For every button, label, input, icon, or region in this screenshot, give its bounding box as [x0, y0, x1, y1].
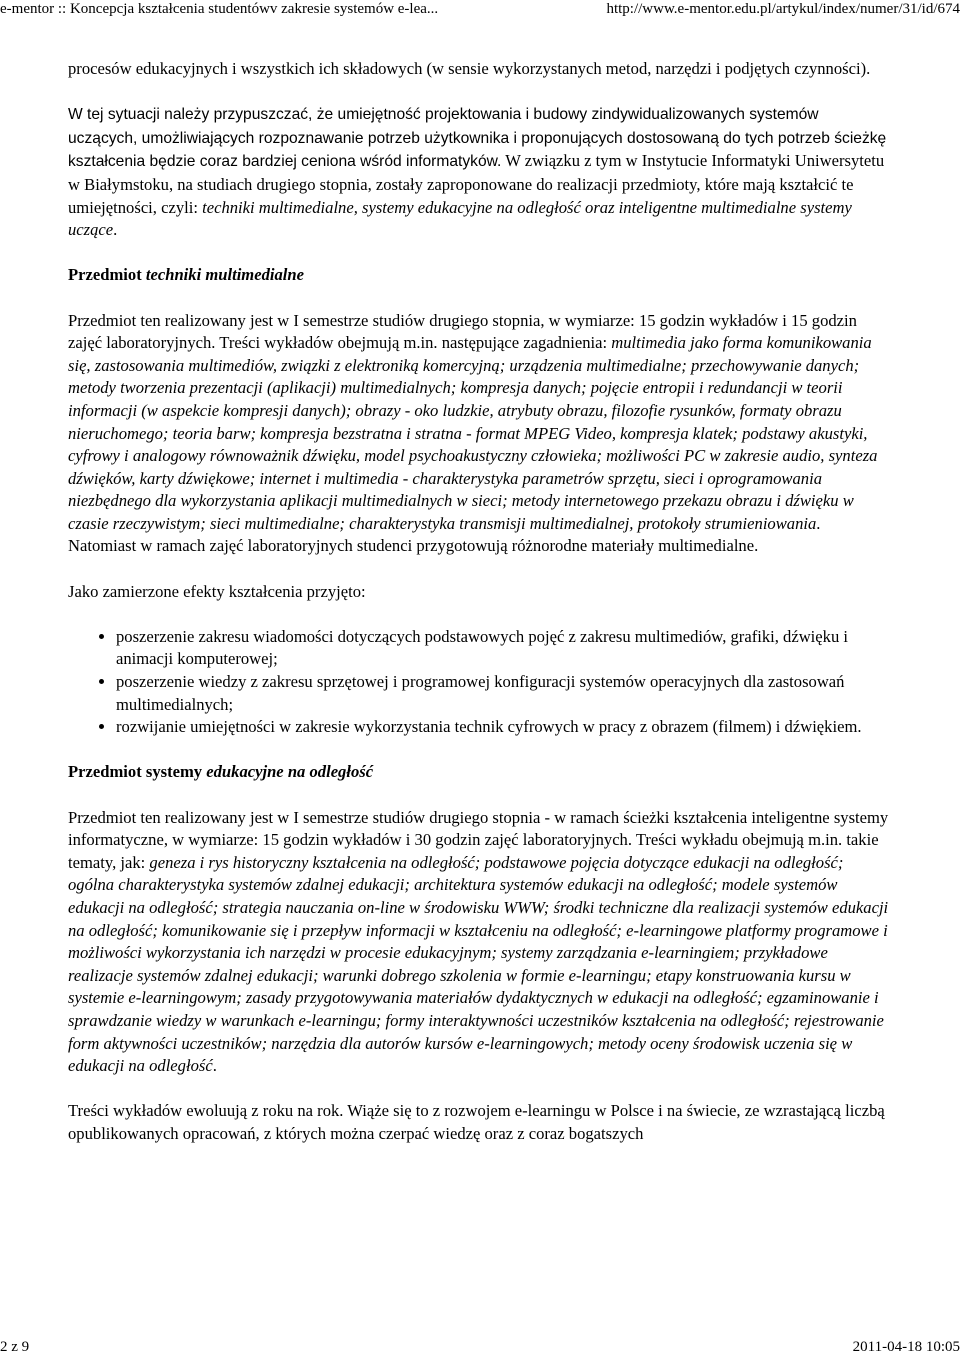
paragraph-distance-learning-a: Przedmiot ten realizowany jest w I semestrze studiów drugiego stopnia - w ramach ścieżki kształcenia inteligentne systemy informatyczne, w wymiarze: 15 godzin wykładów i 30 godzin zajęć laboratoryjnych. Treści wykładu obejmują m.in. takie tematy, jak:	[68, 807, 889, 872]
paragraph-distance-learning-c: .	[212, 1056, 217, 1076]
section-heading-multimedia-b: techniki multimedialne	[145, 265, 304, 285]
paragraph-multimedia-topics: multimedia jako forma komunikowania się, zastosowania multimediów, związki z elektroniką komercyjną; urządzenia multimedialne; przechowywanie danych; metody tworzenia prezentacji (aplikacji) multimedialnych; kompresja danych; pojęcie entropii i redundancji w teorii informacji (w aspekcie kompresji danych); obrazy - oko ludzkie, atrybuty obrazu, filozofie rysunków, formaty obrazu nieruchomego; teoria barw; kompresja bezstratna i stratna - format MPEG Video, kompresja klatek; podstawy akustyki, cyfrowy i analogowy równoważnik dźwięku, model psychoakustyczny człowieka; możliwości PC w zakresie audio, synteza dźwięków, karty dźwiękowe; internet i multimedia - charakterystyka parametrów sprzętu, sieci i oprogramowania niezbędnego dla wykorzystania aplikacji multimedialnych w sieci; metody internetowego przekazu obrazu i dźwięku w czasie rzeczywistym; sieci multimedialne; charakterystyka transmisji multimedialnej, protokoły strumieniowania	[68, 333, 878, 533]
paragraph-evolution: Treści wykładów ewoluują z roku na rok. Wiąże się to z rozwojem e-learningu w Polsce i na świecie, ze wzrastającą liczbą opublikowanych opracowań, z których można czerpać wiedzę oraz z coraz bogatszych	[68, 1101, 885, 1143]
paragraph-multimedia-c: . Natomiast w ramach zajęć laboratoryjnych studenci przygotowują różnorodne materiały multimedialne.	[68, 513, 821, 556]
paragraph-multimedia	[68, 310, 892, 559]
paragraph-intro: procesów edukacyjnych i wszystkich ich składowych (w sensie wykorzystanych metod, narzędzi i podjętych czynności).	[68, 59, 871, 78]
effects-list	[68, 626, 892, 739]
paragraph-context-end: .	[113, 220, 118, 240]
print-footer	[0, 1338, 960, 1356]
paragraph-distance-learning-topics: geneza i rys historyczny kształcenia na odległość; podstawowe pojęcia dotyczące edukacji na odległość; ogólna charakterystyka systemów zdalnej edukacji; architektura systemów edukacji na odległość; modele systemów edukacji na odległość; strategia nauczania on-line w środowisku WWW; środki techniczne dla realizacji systemów edukacji na odległość; komunikowanie się i przepływ informacji w kształceniu na odległość; e-learningowe platformy programowe i możliwości wykorzystania ich narzędzi w procesie edukacyjnym; systemy zarządzania e-learningiem; przykładowe realizacje systemów zdalnej edukacji; warunki dobrego szkolenia w formie e-learningu; etapy konstruowania kursu w systemie e-learningowym; zasady przygotowywania materiałów dydaktycznych w edukacji na odległość; egzaminowanie i sprawdzanie wiedzy w warunkach e-learningu; formy interaktywności uczestników kształcenia na odległość; rejestrowanie form aktywności uczestników; narzędzia dla autorów kursów e-learningowych; metody oceny środowisk uczenia się w edukacji na odległość	[68, 852, 889, 1076]
paragraph-effects-intro: Jako zamierzone efekty kształcenia przyjęto:	[68, 581, 366, 601]
section-heading-distance-learning	[68, 761, 892, 784]
list-item: • rozwijanie umiejętności w zakresie wykorzystania technik cyfrowych w pracy z obrazem (filmem) i dźwiękiem.	[116, 716, 892, 739]
subjects-list-italic: techniki multimedialne, systemy edukacyjne na odległość oraz inteligentne multimedialne systemy uczące	[68, 197, 852, 240]
article-body	[68, 58, 892, 1168]
page-url: http://www.e-mentor.edu.pl/artykul/index/numer/31/id/674	[606, 1, 960, 17]
paragraph-context-b: W związku z tym w Instytucie Informatyki Uniwersytetu w Białymstoku, na studiach drugiego stopnia, zostały zaproponowane do realizacji przedmioty, które mają kształcić te umiejętności, czyli:	[68, 151, 885, 217]
section-heading-distance-learning-a: Przedmiot systemy	[68, 762, 207, 782]
list-item: • poszerzenie zakresu wiadomości dotyczących podstawowych pojęć z zakresu multimediów, grafiki, dźwięku i animacji komputerowej;	[116, 626, 892, 671]
print-header	[0, 0, 960, 18]
section-heading-distance-learning-b: edukacyjne na odległość	[206, 762, 374, 782]
list-item: • poszerzenie wiedzy z zakresu sprzętowej i programowej konfiguracji systemów operacyjnych dla zastosowań multimedialnych;	[116, 671, 892, 716]
print-datetime: 2011-04-18 10:05	[852, 1339, 960, 1355]
section-heading-multimedia-a: Przedmiot	[68, 265, 146, 285]
page-counter: 2 z 9	[0, 1339, 30, 1355]
paragraph-context-sans: W tej sytuacji należy przypuszczać, że umiejętność projektowania i budowy zindywidualizowanych systemów uczących, umożliwiających rozpoznawanie potrzeb użytkownika i proponujących dostosowaną do tych potrzeb ścieżkę kształcenia będzie coraz bardziej ceniona wśród informatyków.	[68, 106, 887, 171]
page-title: e-mentor :: Koncepcja kształcenia studentówv zakresie systemów e-lea...	[0, 1, 439, 17]
section-heading-multimedia	[68, 264, 892, 287]
paragraph-distance-learning	[68, 807, 892, 1078]
paragraph-context	[68, 103, 892, 242]
paragraph-multimedia-a: Przedmiot ten realizowany jest w I semestrze studiów drugiego stopnia, w wymiarze: 15 godzin wykładów i 15 godzin zajęć laboratoryjnych. Treści wykładów obejmują m.in. następujące zagadnienia:	[68, 310, 857, 353]
